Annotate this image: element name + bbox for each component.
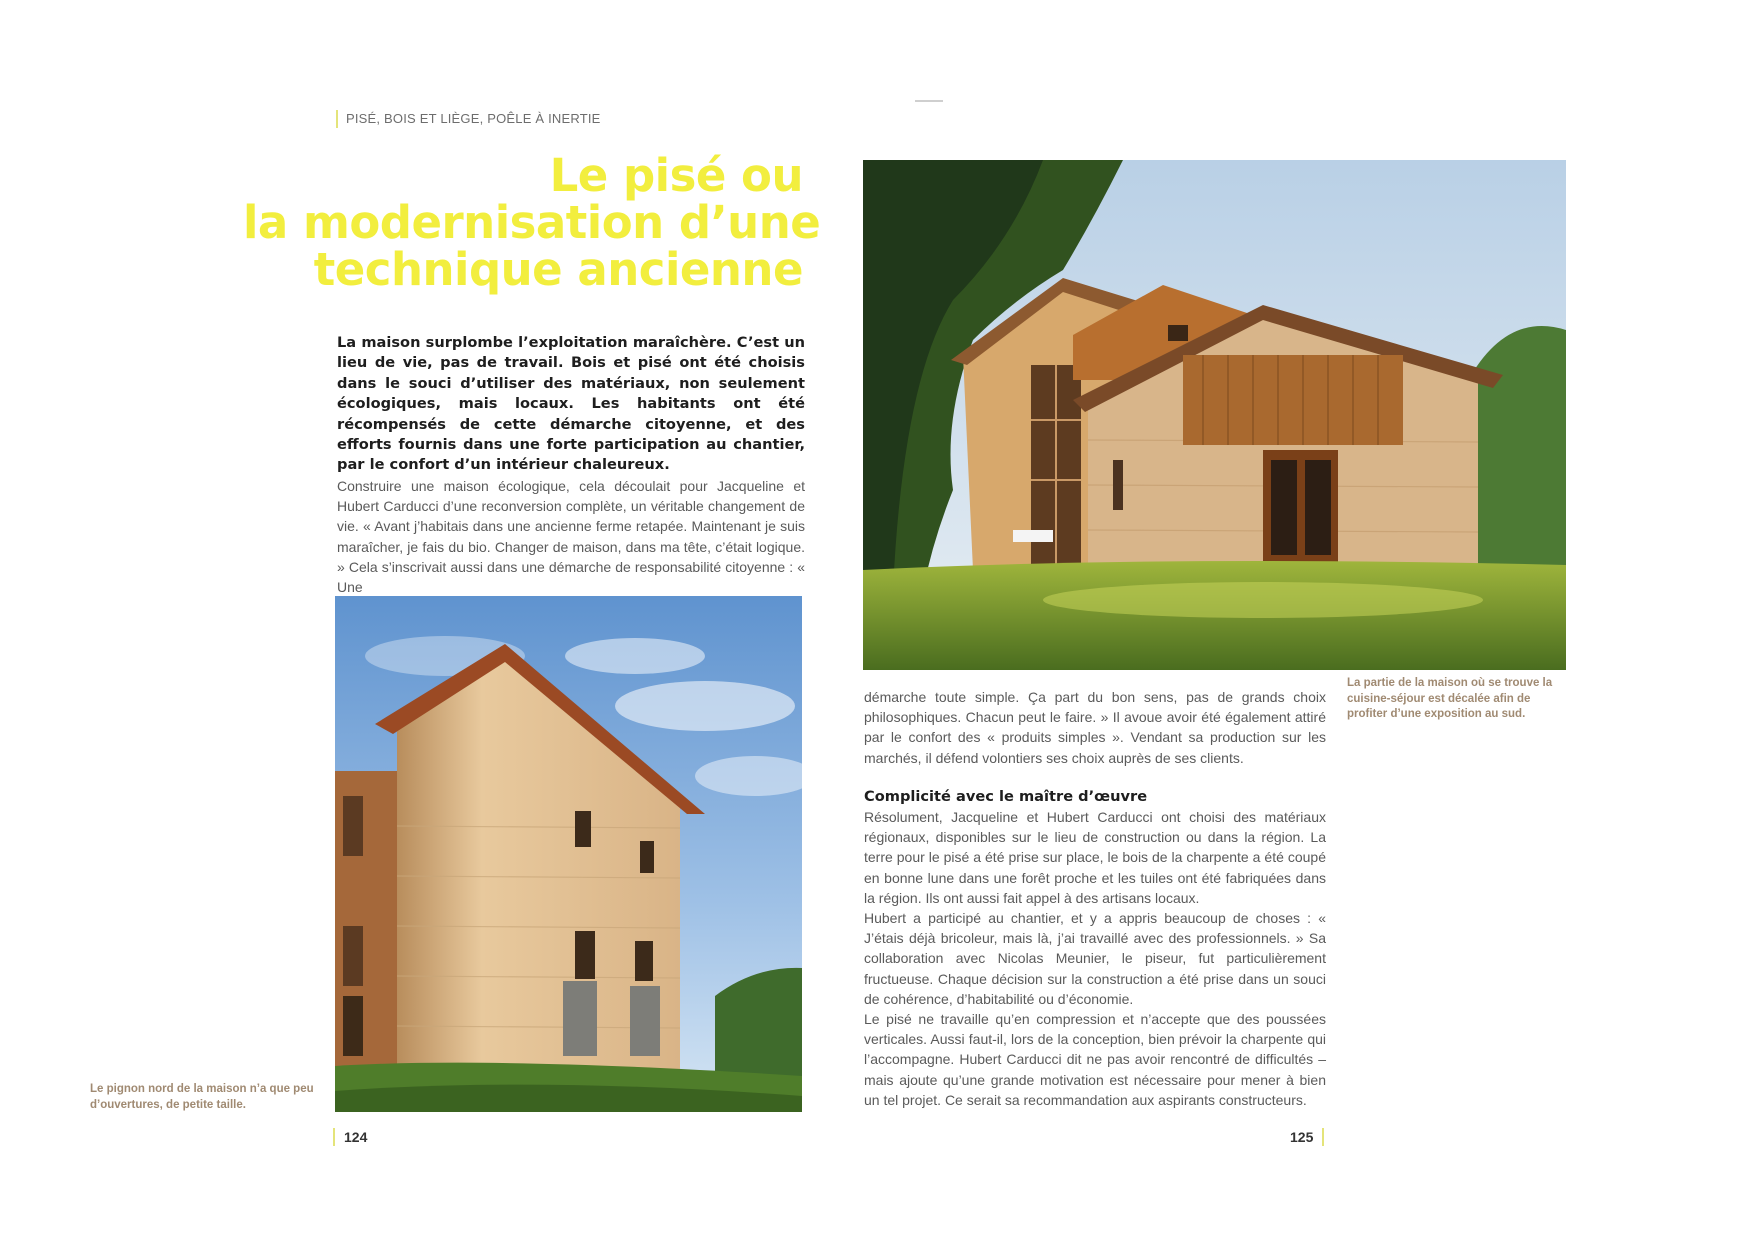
intro-paragraph: La maison surplombe l’exploitation maraîchère. C’est un lieu de vie, pas de travail. Bois et pisé ont été choisis dans le souci d’utiliser des matériaux, non seulement écologiques, mais locaux. Les habitants ont été récompensés de cette démarche citoyenne, et des efforts fournis dans une forte participation au chantier, par le confort d’un intérieur chaleureux. [337,334,805,474]
top-rule-mark [915,100,943,102]
section-subheading: Complicité avec le maître d’œuvre [864,788,1148,805]
title-line-2: la modernisation d’une [243,196,821,249]
title-line-3: technique ancienne [313,243,803,296]
article-title [243,149,821,296]
section-label: PISÉ, BOIS ET LIÈGE, POÊLE À INERTIE [336,110,601,128]
page-number-right: 125 [1290,1128,1324,1146]
title-line-1: Le pisé ou [549,149,803,202]
caption-left: Le pignon nord de la maison n’a que peu d’ouvertures, de petite taille. [90,1083,314,1111]
photo-north-gable [335,596,802,1112]
photo-south-facade [863,160,1566,670]
body-section-text [864,807,1326,1110]
body-paragraph: Le pisé ne travaille qu’en compression et n’accepte que des poussées verticales. Aussi faut-il, lors de la conception, bien prévoir la charpente qui l’accompagne. Hubert Carducci dit ne pas avoir rencontré de difficultés – mais ajoute qu’une grande motivation est nécessaire pour mener à bien un tel projet. Ce serait sa recommandation aux aspirants constructeurs. [864,1011,1326,1108]
body-paragraph: Hubert a participé au chantier, et y a appris beaucoup de choses : « J’étais déjà bricoleur, mais là, j’ai travaillé avec des professionnels. » Sa collaboration avec Nicolas Meunier, le piseur, fut particulièrement fructueuse. Chaque décision sur la construction a été prise dans un souci de cohérence, d’habitabilité ou d’économie. [864,910,1326,1007]
caption-right: La partie de la maison où se trouve la cuisine-séjour est décalée afin de profiter d’une exposition au sud. [1347,677,1553,720]
page-number-left: 124 [333,1128,367,1146]
body-paragraph: Résolument, Jacqueline et Hubert Carducci ont choisi des matériaux régionaux, disponibles sur le lieu de construction ou dans la région. La terre pour le pisé a été prise sur place, le bois de la charpente a été coupé en bonne lune dans une forêt proche et les tuiles ont été fabriquées dans la région. Ils ont aussi fait appel à des artisans locaux. [864,809,1326,906]
body-paragraph-left: Construire une maison écologique, cela découlait pour Jacqueline et Hubert Carducci d’une reconversion complète, un véritable changement de vie. « Avant j’habitais dans une ancienne ferme retapée. Maintenant je suis maraîcher, je fais du bio. Changer de maison, dans ma tête, c’était logique. » Cela s’inscrivait aussi dans une démarche de responsabilité citoyenne : « Une [337,478,805,596]
body-paragraph-continuation: démarche toute simple. Ça part du bon sens, pas de grands choix philosophiques. Chacun peut le faire. » Il avoue avoir été également attiré par le confort des « produits simples ». Vendant sa production sur les marchés, il défend volontiers ses choix auprès de ses clients. [864,689,1326,766]
